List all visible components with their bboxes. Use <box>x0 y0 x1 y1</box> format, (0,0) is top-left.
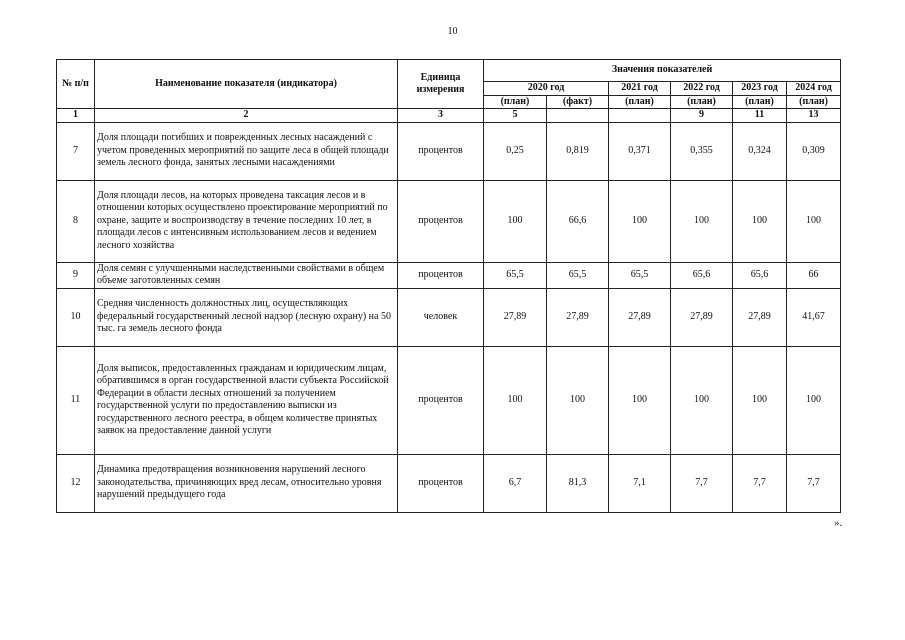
header-year-2020: 2020 год <box>484 82 609 96</box>
indicator-name: Средняя численность должностных лиц, осуществляющих федеральный государственный лесной надзор (лесную охрану) на 50 тыс. га земель лесного фонда <box>95 288 398 346</box>
value-cell: 100 <box>484 346 547 454</box>
value-cell: 100 <box>787 346 841 454</box>
value-cell: 65,5 <box>609 262 671 288</box>
value-cell: 0,324 <box>733 122 787 180</box>
value-cell: 27,89 <box>671 288 733 346</box>
value-cell: 0,355 <box>671 122 733 180</box>
indicators-table <box>56 59 841 513</box>
table-row <box>57 180 841 262</box>
table-row <box>57 262 841 288</box>
value-cell: 27,89 <box>547 288 609 346</box>
value-cell: 100 <box>484 180 547 262</box>
value-cell: 7,7 <box>787 454 841 512</box>
header-num: № п/п <box>57 60 95 109</box>
column-number: 5 <box>484 109 547 123</box>
header-year-2022: 2022 год <box>671 82 733 96</box>
value-cell: 6,7 <box>484 454 547 512</box>
row-number: 7 <box>57 122 95 180</box>
header-year-2021: 2021 год <box>609 82 671 96</box>
header-unit: Единица измерения <box>398 60 484 109</box>
header-sub: (факт) <box>547 95 609 109</box>
header-sub: (план) <box>787 95 841 109</box>
column-numbering-row <box>57 109 841 123</box>
row-number: 10 <box>57 288 95 346</box>
column-number: 13 <box>787 109 841 123</box>
value-cell: 0,371 <box>609 122 671 180</box>
table-row <box>57 288 841 346</box>
header-name: Наименование показателя (индикатора) <box>95 60 398 109</box>
value-cell: 100 <box>671 180 733 262</box>
value-cell: 100 <box>609 180 671 262</box>
value-cell: 27,89 <box>484 288 547 346</box>
closing-quote-mark: ». <box>834 517 843 529</box>
row-number: 11 <box>57 346 95 454</box>
unit-of-measure: процентов <box>398 122 484 180</box>
value-cell: 66,6 <box>547 180 609 262</box>
value-cell: 41,67 <box>787 288 841 346</box>
value-cell: 65,6 <box>671 262 733 288</box>
indicator-name: Доля семян с улучшенными наследственными свойствами в общем объеме заготовленных семян <box>95 262 398 288</box>
header-year-2024: 2024 год <box>787 82 841 96</box>
column-number: 1 <box>57 109 95 123</box>
value-cell: 81,3 <box>547 454 609 512</box>
unit-of-measure: процентов <box>398 346 484 454</box>
column-number: 9 <box>671 109 733 123</box>
value-cell: 100 <box>547 346 609 454</box>
header-sub: (план) <box>609 95 671 109</box>
value-cell: 100 <box>671 346 733 454</box>
table-row <box>57 454 841 512</box>
value-cell: 7,7 <box>733 454 787 512</box>
value-cell: 65,6 <box>733 262 787 288</box>
value-cell: 27,89 <box>733 288 787 346</box>
column-number <box>547 109 609 123</box>
value-cell: 100 <box>733 346 787 454</box>
row-number: 9 <box>57 262 95 288</box>
value-cell: 100 <box>733 180 787 262</box>
column-number <box>609 109 671 123</box>
page-number: 10 <box>447 26 458 37</box>
row-number: 12 <box>57 454 95 512</box>
value-cell: 65,5 <box>484 262 547 288</box>
value-cell: 0,819 <box>547 122 609 180</box>
header-values-group: Значения показателей <box>484 60 841 82</box>
header-sub: (план) <box>484 95 547 109</box>
value-cell: 7,7 <box>671 454 733 512</box>
column-number: 3 <box>398 109 484 123</box>
table-row <box>57 122 841 180</box>
unit-of-measure: процентов <box>398 454 484 512</box>
indicator-name: Доля площади погибших и поврежденных лесных насаждений с учетом проведенных мероприятий по защите леса в общей площади земель лесного фонда, занятых лесными насаждениями <box>95 122 398 180</box>
value-cell: 65,5 <box>547 262 609 288</box>
indicator-name: Динамика предотвращения возникновения нарушений лесного законодательства, причиняющих вред лесам, относительно уровня нарушений предыдущего года <box>95 454 398 512</box>
value-cell: 100 <box>609 346 671 454</box>
table-row <box>57 346 841 454</box>
value-cell: 0,25 <box>484 122 547 180</box>
indicator-name: Доля выписок, предоставленных гражданам и юридическим лицам, обратившимся в орган государственной власти субъекта Российской Федерации в области лесных отношений за получением государственной услуги по предоставлению выписки из государственного лесного реестра, в общем количестве принятых заявок на предоставление данной услуги <box>95 346 398 454</box>
unit-of-measure: человек <box>398 288 484 346</box>
value-cell: 27,89 <box>609 288 671 346</box>
value-cell: 0,309 <box>787 122 841 180</box>
header-sub: (план) <box>671 95 733 109</box>
column-number: 11 <box>733 109 787 123</box>
header-year-2023: 2023 год <box>733 82 787 96</box>
value-cell: 66 <box>787 262 841 288</box>
header-sub: (план) <box>733 95 787 109</box>
unit-of-measure: процентов <box>398 180 484 262</box>
row-number: 8 <box>57 180 95 262</box>
value-cell: 7,1 <box>609 454 671 512</box>
unit-of-measure: процентов <box>398 262 484 288</box>
value-cell: 100 <box>787 180 841 262</box>
indicator-name: Доля площади лесов, на которых проведена таксация лесов и в отношении которых осуществлено проектирование мероприятий по охране, защите и воспроизводству в течение последних 10 лет, в площади лесов с интенсивным использованием лесов и ведением лесного хозяйства <box>95 180 398 262</box>
column-number: 2 <box>95 109 398 123</box>
